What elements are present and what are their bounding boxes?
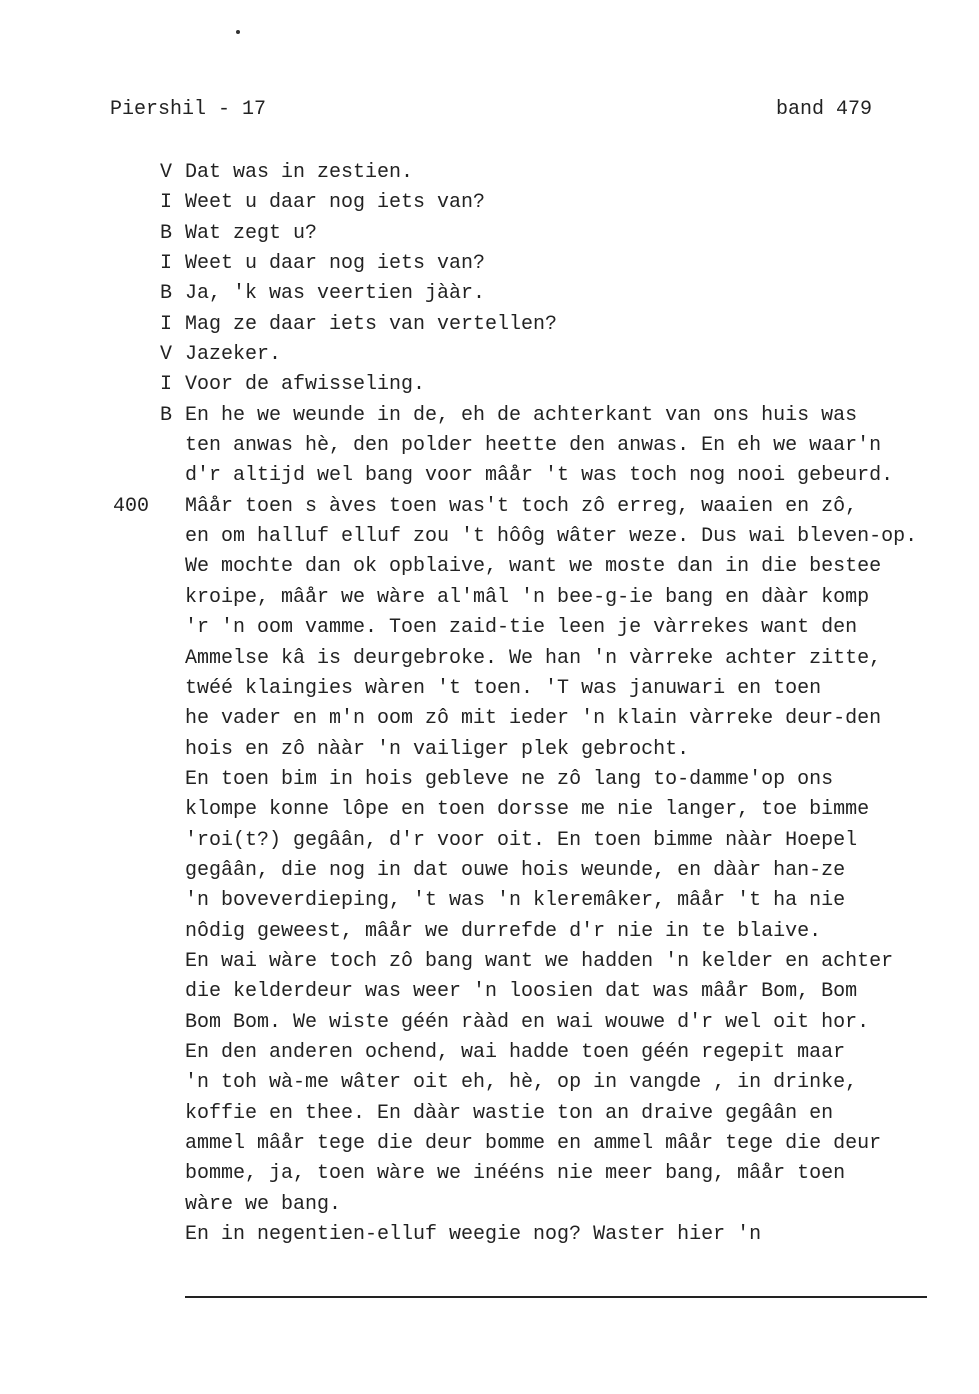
transcript-line	[0, 886, 979, 916]
page-header-right: band 479	[776, 98, 873, 121]
line-text: ammel mâår tege die deur bomme en ammel mâår tege die deur	[185, 1132, 882, 1155]
transcript-line	[0, 492, 979, 522]
speaker-label: V	[160, 161, 173, 184]
line-text: 'roi(t?) gegâân, d'r voor oit. En toen bimme nààr Hoepel	[185, 828, 858, 852]
line-text: Wat zegt u?	[185, 221, 318, 245]
line-text: gegâân, die nog in dat ouwe hois weunde, en dààr han-ze	[185, 858, 846, 882]
line-text: En wai wàre toch zô bang want we hadden 'n kelder en achter	[185, 949, 894, 973]
line-text: en om halluf elluf zou 't hôôg wâter weze. Dus wai bleven-op.	[185, 525, 918, 549]
line-text: En he we weunde in de, eh de achterkant van ons huis was	[185, 403, 858, 427]
line-text: En toen bim in hois gebleve ne zô lang to-damme'op ons	[185, 767, 834, 791]
transcript-line	[0, 219, 979, 249]
line-text: We mochte dan ok opblaive, want we moste dan in die bestee	[185, 555, 882, 579]
transcript-line	[0, 370, 979, 400]
transcript-line	[0, 1008, 979, 1038]
line-text: kroipe, mâår we wàre al'mâl 'n bee-g-ie bang en dààr komp	[185, 585, 870, 609]
line-text: bomme, ja, toen wàre we inééns nie meer bang, mâår toen	[185, 1162, 846, 1186]
speaker-label: V	[160, 343, 173, 367]
transcript-line	[0, 461, 979, 491]
transcript-line	[0, 735, 979, 765]
line-text: Ja, 'k was veertien jààr.	[185, 282, 486, 306]
line-text: d'r altijd wel bang voor mâår 't was toch nog nooi gebeurd.	[185, 464, 894, 488]
stray-mark	[236, 30, 240, 34]
transcript-line	[0, 188, 979, 218]
line-text: die kelderdeur was weer 'n loosien dat was mâår Bom, Bom	[185, 980, 858, 1004]
footer-rule	[185, 1296, 927, 1298]
transcript-line	[0, 310, 979, 340]
line-text: Weet u daar nog iets van?	[185, 191, 486, 215]
line-number: 400	[113, 494, 150, 518]
line-text: En den anderen ochend, wai hadde toen géén regepit maar	[185, 1040, 846, 1064]
speaker-label: B	[160, 403, 173, 427]
line-text: Voor de afwisseling.	[185, 373, 426, 397]
transcript-line	[0, 613, 979, 643]
line-text: Jazeker.	[185, 343, 282, 367]
transcript-line	[0, 279, 979, 309]
transcript-line	[0, 1190, 979, 1220]
transcript-body	[0, 158, 979, 1250]
line-text: koffie en thee. En dààr wastie ton an draive gegâân en	[185, 1101, 834, 1125]
transcript-line	[0, 340, 979, 370]
line-text: klompe konne lôpe en toen dorsse me nie langer, toe bimme	[185, 798, 870, 822]
line-text: Weet u daar nog iets van?	[185, 252, 486, 276]
speaker-label: B	[160, 221, 173, 245]
transcript-line	[0, 947, 979, 977]
line-text: 'n boveverdieping, 't was 'n kleremâker, mâår 't ha nie	[185, 889, 846, 913]
transcript-line	[0, 158, 979, 188]
speaker-label: B	[160, 282, 173, 306]
transcript-line	[0, 644, 979, 674]
transcript-line	[0, 522, 979, 552]
line-text: 'n toh wà-me wâter oit eh, hè, op in vangde , in drinke,	[185, 1071, 858, 1095]
line-text: 'r 'n oom vamme. Toen zaid-tie leen je vàrrekes want den	[185, 616, 858, 640]
transcript-line	[0, 704, 979, 734]
line-text: nôdig geweest, mâår we durrefde d'r nie in te blaive.	[185, 919, 822, 943]
transcript-line	[0, 977, 979, 1007]
line-text: En in negentien-elluf weegie nog? Waster hier 'n	[185, 1223, 762, 1247]
speaker-label: I	[160, 252, 173, 276]
speaker-label: I	[160, 373, 173, 397]
transcript-line	[0, 1038, 979, 1068]
speaker-label: I	[160, 312, 173, 336]
line-text: ten anwas hè, den polder heette den anwas. En eh we waar'n	[185, 434, 882, 458]
page-header-left: Piershil - 17	[110, 98, 267, 121]
transcript-line	[0, 1129, 979, 1159]
line-text: he vader en m'n oom zô mit ieder 'n klain vàrreke deur-den	[185, 707, 882, 731]
transcript-line	[0, 674, 979, 704]
transcript-line	[0, 401, 979, 431]
transcript-line	[0, 1099, 979, 1129]
line-text: Bom Bom. We wiste géén rààd en wai wouwe d'r wel oit hor.	[185, 1010, 870, 1034]
transcript-line	[0, 917, 979, 947]
transcript-line	[0, 552, 979, 582]
transcript-line	[0, 431, 979, 461]
speaker-label: I	[160, 191, 173, 215]
line-text: twéé klaingies wàren 't toen. 'T was januwari en toen	[185, 676, 822, 700]
transcript-line	[0, 1159, 979, 1189]
line-text: hois en zô nààr 'n vailiger plek gebrocht.	[185, 737, 690, 761]
transcript-line	[0, 249, 979, 279]
transcript-line	[0, 1068, 979, 1098]
transcript-line	[0, 765, 979, 795]
line-text: Mâår toen s àves toen was't toch zô erreg, waaien en zô,	[185, 494, 858, 518]
transcript-line	[0, 1220, 979, 1250]
line-text: wàre we bang.	[185, 1192, 342, 1216]
line-text: Mag ze daar iets van vertellen?	[185, 312, 558, 336]
line-text: Ammelse kâ is deurgebroke. We han 'n vàrreke achter zitte,	[185, 646, 882, 670]
transcript-line	[0, 583, 979, 613]
transcript-line	[0, 826, 979, 856]
line-text: Dat was in zestien.	[185, 161, 414, 184]
transcript-line	[0, 795, 979, 825]
transcript-line	[0, 856, 979, 886]
